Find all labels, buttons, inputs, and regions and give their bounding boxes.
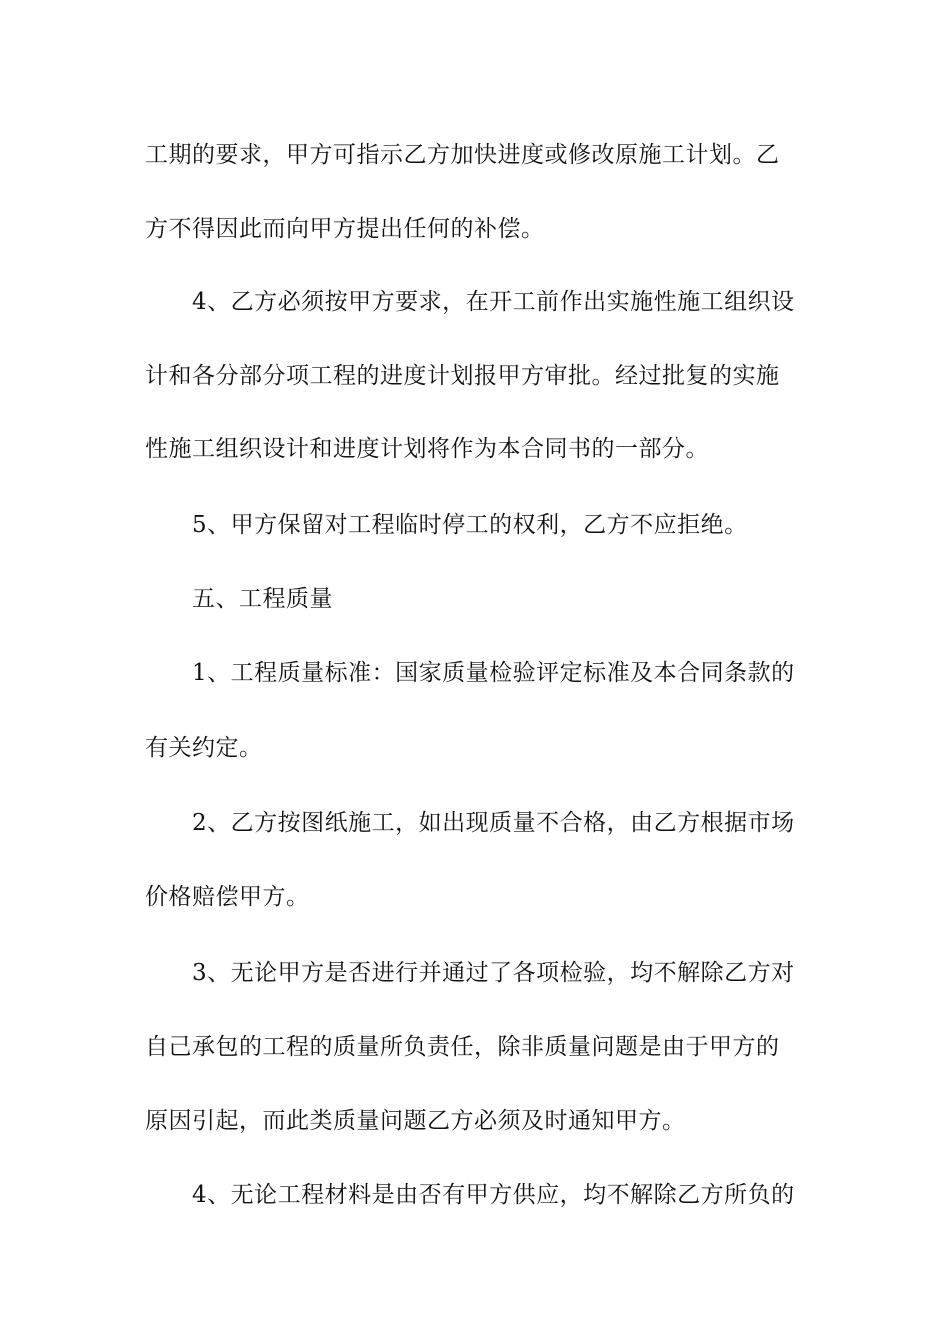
text-line: 工期的要求，甲方可指示乙方加快进度或修改原施工计划。乙: [145, 142, 780, 168]
text-line: 方不得因此而向甲方提出任何的补偿。: [145, 216, 545, 242]
text-line: 5、甲方保留对工程临时停工的权利，乙方不应拒绝。: [192, 512, 748, 538]
section-heading: 五、工程质量: [192, 586, 333, 612]
text-line: 1、工程质量标准：国家质量检验评定标准及本合同条款的: [192, 660, 795, 686]
text-line: 价格赔偿甲方。: [145, 884, 310, 910]
text-line: 有关约定。: [145, 735, 263, 761]
text-line: 计和各分部分项工程的进度计划报甲方审批。经过批复的实施: [145, 363, 780, 389]
text-line: 4、乙方必须按甲方要求，在开工前作出实施性施工组织设: [192, 289, 795, 315]
text-line: 4、无论工程材料是由否有甲方供应，均不解除乙方所负的: [192, 1182, 795, 1208]
text-line: 自己承包的工程的质量所负责任，除非质量问题是由于甲方的: [145, 1034, 780, 1060]
text-line: 2、乙方按图纸施工，如出现质量不合格，由乙方根据市场: [192, 810, 795, 836]
text-line: 3、无论甲方是否进行并通过了各项检验，均不解除乙方对: [192, 960, 795, 986]
text-line: 原因引起，而此类质量问题乙方必须及时通知甲方。: [145, 1108, 686, 1134]
text-line: 性施工组织设计和进度计划将作为本合同书的一部分。: [145, 436, 709, 462]
